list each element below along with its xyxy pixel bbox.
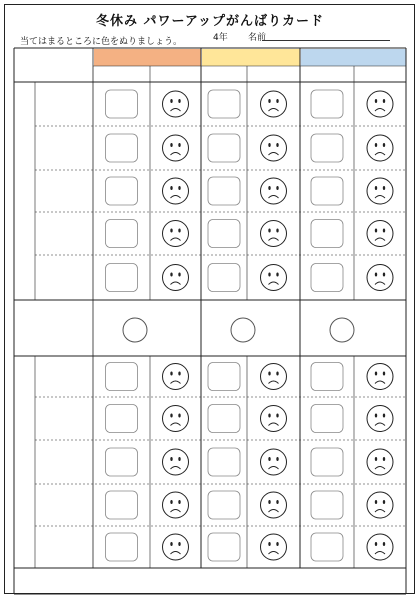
sad-face-not-done — [367, 449, 393, 475]
item-icon — [311, 264, 343, 292]
item-icon — [311, 448, 343, 476]
sad-face-not-done — [163, 364, 189, 390]
sad-face-not-done — [367, 178, 393, 204]
item-icon — [208, 533, 240, 561]
item-icon — [106, 177, 138, 205]
header-suimin-band — [301, 49, 406, 66]
item-icon — [311, 90, 343, 118]
sad-face-not-done — [367, 406, 393, 432]
sad-face-not-done — [261, 221, 287, 247]
sad-face-not-done — [163, 221, 189, 247]
page-title: 冬休み パワーアップがんばりカード — [96, 14, 324, 29]
sad-face-not-done — [163, 135, 189, 161]
item-icon — [311, 491, 343, 519]
lucky-mascot-icon — [123, 318, 147, 342]
item-icon — [106, 220, 138, 248]
sad-face-not-done — [163, 265, 189, 291]
item-icon — [311, 134, 343, 162]
lucky-mascot-icon — [231, 318, 255, 342]
item-icon — [106, 448, 138, 476]
sad-face-not-done — [261, 178, 287, 204]
item-icon — [106, 90, 138, 118]
lucky-mascot-icon — [330, 318, 354, 342]
sad-face-not-done — [261, 492, 287, 518]
sad-face-not-done — [367, 91, 393, 117]
sad-face-not-done — [163, 534, 189, 560]
sad-face-not-done — [261, 406, 287, 432]
sad-face-not-done — [367, 135, 393, 161]
sad-face-not-done — [261, 135, 287, 161]
item-icon — [208, 264, 240, 292]
sad-face-not-done — [367, 265, 393, 291]
item-icon — [208, 90, 240, 118]
item-icon — [208, 405, 240, 433]
sad-face-not-done — [367, 534, 393, 560]
sad-face-not-done — [367, 221, 393, 247]
item-icon — [106, 363, 138, 391]
item-icon — [106, 405, 138, 433]
instruction-text: 当てはまるところに色をぬりましょう。 — [20, 37, 183, 47]
item-icon — [208, 363, 240, 391]
header-shokuji-band — [202, 49, 300, 66]
sad-face-not-done — [261, 91, 287, 117]
item-icon — [311, 533, 343, 561]
item-icon — [106, 491, 138, 519]
sad-face-not-done — [163, 492, 189, 518]
sad-face-not-done — [163, 406, 189, 432]
item-icon — [311, 177, 343, 205]
item-icon — [106, 533, 138, 561]
sad-face-not-done — [261, 265, 287, 291]
name-label: 名前 — [248, 33, 267, 43]
item-icon — [208, 220, 240, 248]
item-icon — [311, 220, 343, 248]
item-icon — [208, 134, 240, 162]
grade-label: 4年 — [213, 33, 228, 43]
sad-face-not-done — [367, 364, 393, 390]
item-icon — [208, 491, 240, 519]
item-icon — [106, 264, 138, 292]
sad-face-not-done — [261, 534, 287, 560]
sad-face-not-done — [261, 449, 287, 475]
item-icon — [311, 405, 343, 433]
sad-face-not-done — [163, 91, 189, 117]
item-icon — [208, 177, 240, 205]
item-icon — [106, 134, 138, 162]
item-icon — [208, 448, 240, 476]
header-undou-band — [94, 49, 201, 66]
sad-face-not-done — [367, 492, 393, 518]
sad-face-not-done — [163, 178, 189, 204]
sad-face-not-done — [261, 364, 287, 390]
sad-face-not-done — [163, 449, 189, 475]
item-icon — [311, 363, 343, 391]
